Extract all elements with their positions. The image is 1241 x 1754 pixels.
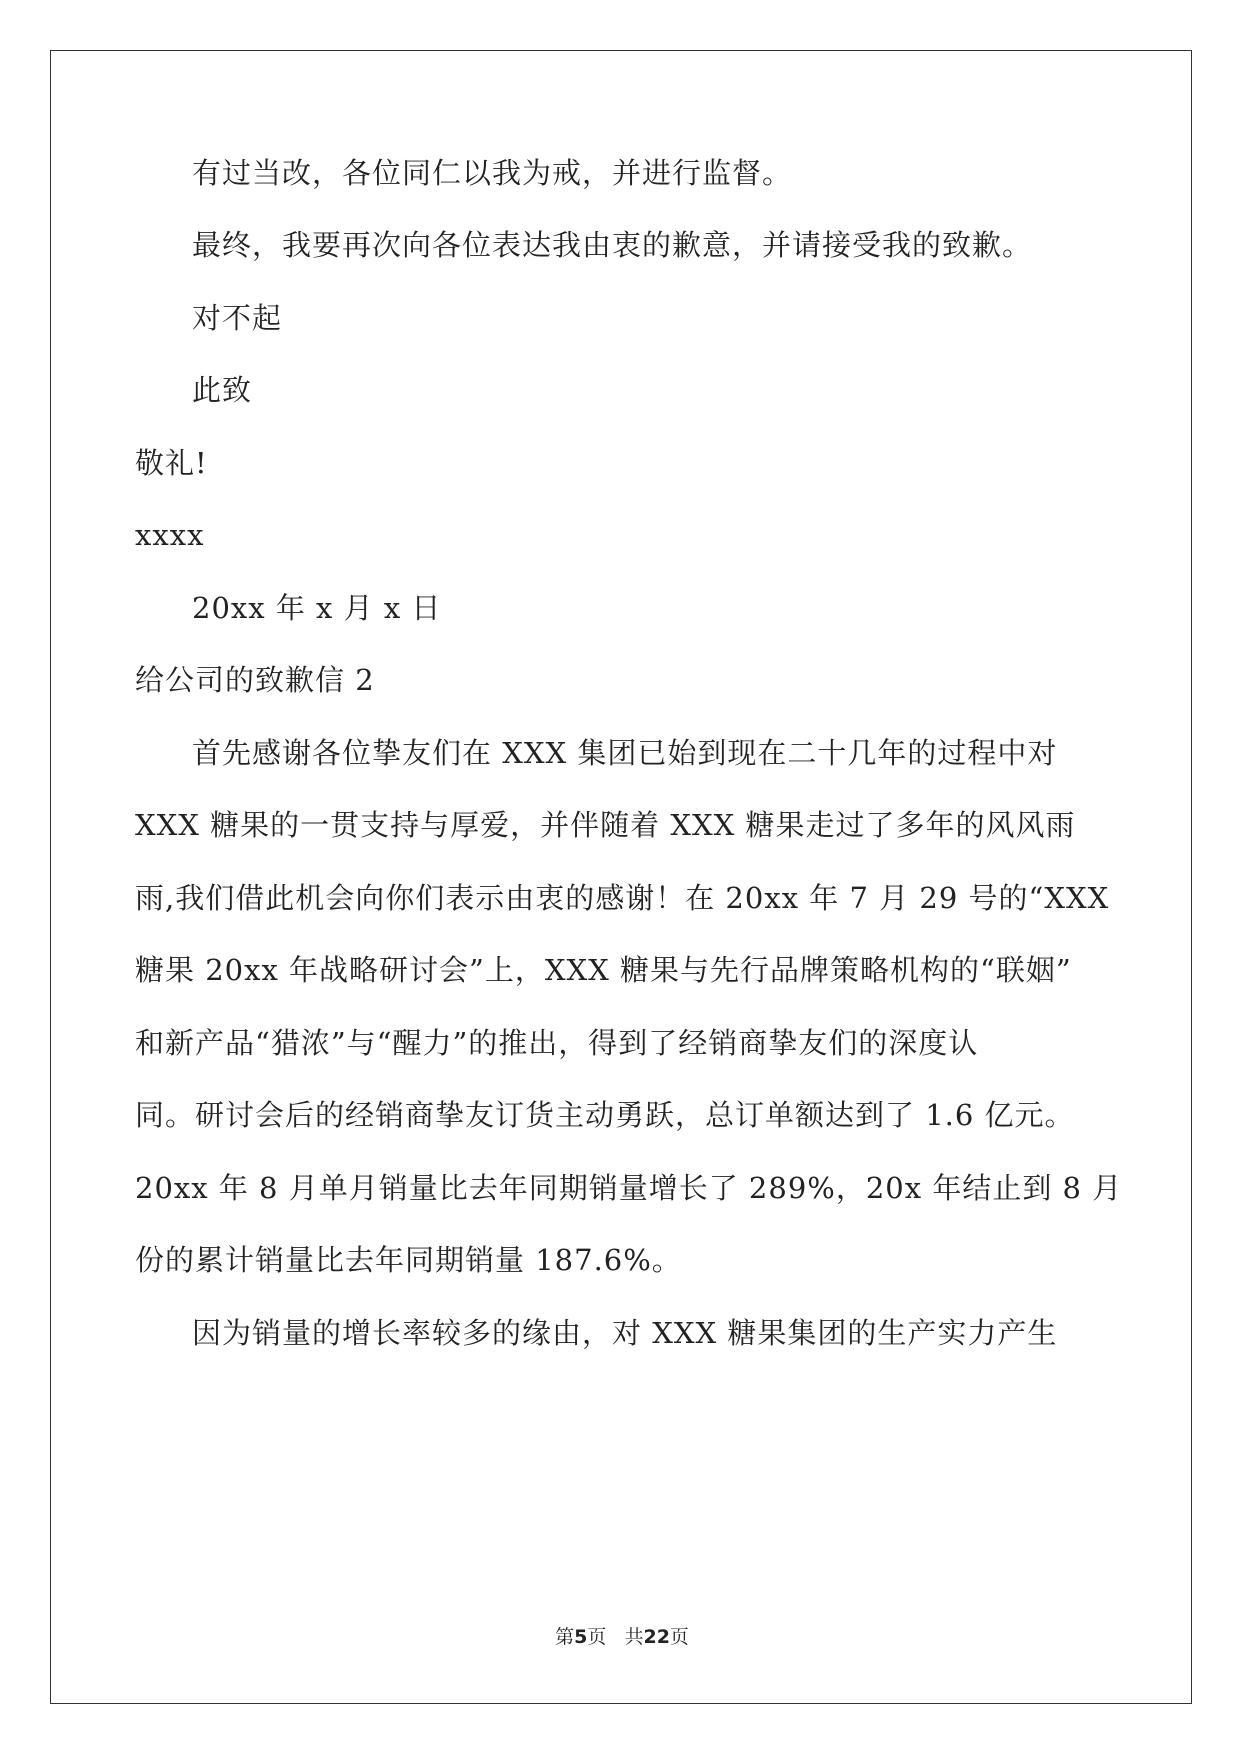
total-suffix: 页 [669,1626,689,1648]
text-line: 首先感谢各位挚友们在 XXX 集团已始到现在二十几年的过程中对 [192,736,1058,770]
text-line: xxxx [135,518,205,552]
text-line: 和新产品“猎浓”与“醒力”的推出，得到了经销商挚友们的深度认 [135,1026,979,1060]
page-prefix: 第 [555,1626,575,1648]
text-line: 因为销量的增长率较多的缘由，对 XXX 糖果集团的生产实力产生 [192,1316,1058,1350]
section-heading: 给公司的致歉信 2 [135,663,375,697]
text-line: 此致 [192,373,253,407]
text-line: 最终，我要再次向各位表达我由衷的歉意，并请接受我的致歉。 [192,228,1033,262]
date-line: 20xx 年 x 月 x 日 [192,591,442,625]
text-line: 敬礼! [135,446,208,480]
text-line: XXX 糖果的一贯支持与厚爱，并伴随着 XXX 糖果走过了多年的风风雨 [135,808,1076,842]
text-line: 糖果 20xx 年战略研讨会”上，XXX 糖果与先行品牌策略机构的“联姻” [135,953,1072,987]
total-pages: 22 [643,1626,670,1648]
text-line: 20xx 年 8 月单月销量比去年同期销量增长了 289%，20x 年结止到 8 月 [135,1171,1123,1205]
text-line: 雨,我们借此机会向你们表示由衷的感谢！在 20xx 年 7 月 29 号的“XXX [135,881,1110,915]
page-frame [50,50,1192,1704]
text-line: 对不起 [192,301,283,335]
total-prefix: 共 [624,1626,644,1648]
page-footer [51,1625,1193,1649]
text-line: 有过当改，各位同仁以我为戒，并进行监督。 [192,156,793,190]
text-line: 同。研讨会后的经销商挚友订货主动勇跃，总订单额达到了 1.6 亿元。 [135,1098,1075,1132]
page-suffix: 页 [587,1626,607,1648]
text-line: 份的累计销量比去年同期销量 187.6%。 [135,1243,682,1277]
page-number: 5 [574,1626,588,1648]
